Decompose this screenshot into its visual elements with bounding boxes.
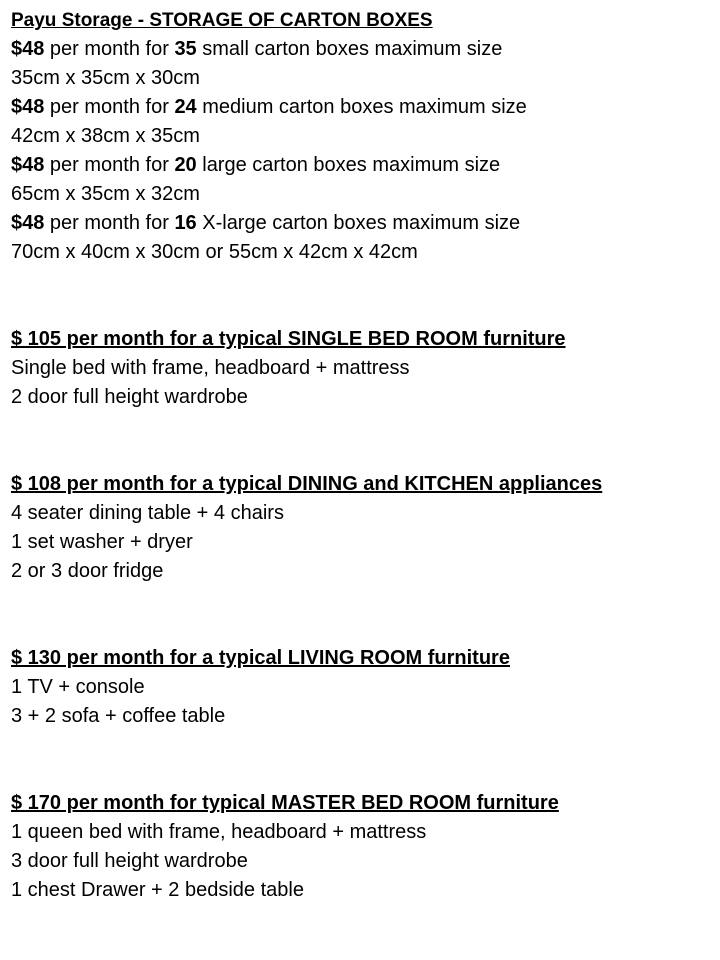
- carton-rate-line: [11, 93, 711, 122]
- carton-rate-line: [11, 209, 711, 238]
- package-item: 3 + 2 sofa + coffee table: [11, 705, 226, 727]
- carton-dimensions: 65cm x 35cm x 32cm: [11, 183, 200, 205]
- carton-price: $48: [11, 38, 45, 60]
- carton-count: 16: [174, 212, 197, 234]
- carton-count: 24: [174, 96, 197, 118]
- package-item: 2 door full height wardrobe: [11, 386, 248, 408]
- carton-rate-text: per month for: [44, 38, 175, 60]
- carton-price: $48: [11, 212, 45, 234]
- package-heading: $ 130 per month for a typical LIVING ROOM furniture: [11, 647, 510, 669]
- package-item: 3 door full height wardrobe: [11, 850, 248, 872]
- carton-rate-text: per month for: [44, 212, 175, 234]
- carton-rate-text: per month for: [44, 154, 175, 176]
- package-single-bedroom: [11, 325, 711, 412]
- carton-rate-text: large carton boxes maximum size: [196, 154, 501, 176]
- carton-rate-line: [11, 35, 711, 64]
- carton-dimensions: 42cm x 38cm x 35cm: [11, 125, 200, 147]
- spacer: [11, 412, 711, 470]
- spacer: [11, 586, 711, 644]
- carton-count: 35: [174, 38, 197, 60]
- spacer: [11, 267, 711, 325]
- carton-rate: [11, 35, 711, 93]
- package-item: 4 seater dining table + 4 chairs: [11, 502, 284, 524]
- pricing-document: [11, 6, 711, 905]
- package-master-bedroom: [11, 789, 711, 905]
- carton-dimensions: 70cm x 40cm x 30cm or 55cm x 42cm x 42cm: [11, 241, 418, 263]
- carton-rate-text: X-large carton boxes maximum size: [196, 212, 521, 234]
- package-item: 1 chest Drawer + 2 bedside table: [11, 879, 304, 901]
- carton-price: $48: [11, 96, 45, 118]
- carton-rate-line: [11, 151, 711, 180]
- package-item: Single bed with frame, headboard + mattress: [11, 357, 410, 379]
- carton-rate: [11, 151, 711, 209]
- package-heading: $ 170 per month for typical MASTER BED ROOM furniture: [11, 792, 559, 814]
- spacer: [11, 731, 711, 789]
- package-item: 1 queen bed with frame, headboard + mattress: [11, 821, 427, 843]
- package-heading: $ 105 per month for a typical SINGLE BED ROOM furniture: [11, 328, 566, 350]
- package-item: 2 or 3 door fridge: [11, 560, 164, 582]
- carton-price: $48: [11, 154, 45, 176]
- document-title: Payu Storage - STORAGE OF CARTON BOXES: [11, 10, 433, 31]
- carton-dimensions: 35cm x 35cm x 30cm: [11, 67, 200, 89]
- carton-rate-text: small carton boxes maximum size: [196, 38, 503, 60]
- package-dining-kitchen: [11, 470, 711, 586]
- carton-rate-text: medium carton boxes maximum size: [196, 96, 527, 118]
- carton-rate: [11, 209, 711, 267]
- package-item: 1 set washer + dryer: [11, 531, 193, 553]
- carton-rate: [11, 93, 711, 151]
- carton-count: 20: [174, 154, 197, 176]
- carton-rate-text: per month for: [44, 96, 175, 118]
- package-item: 1 TV + console: [11, 676, 145, 698]
- package-living-room: [11, 644, 711, 731]
- package-heading: $ 108 per month for a typical DINING and KITCHEN appliances: [11, 473, 603, 495]
